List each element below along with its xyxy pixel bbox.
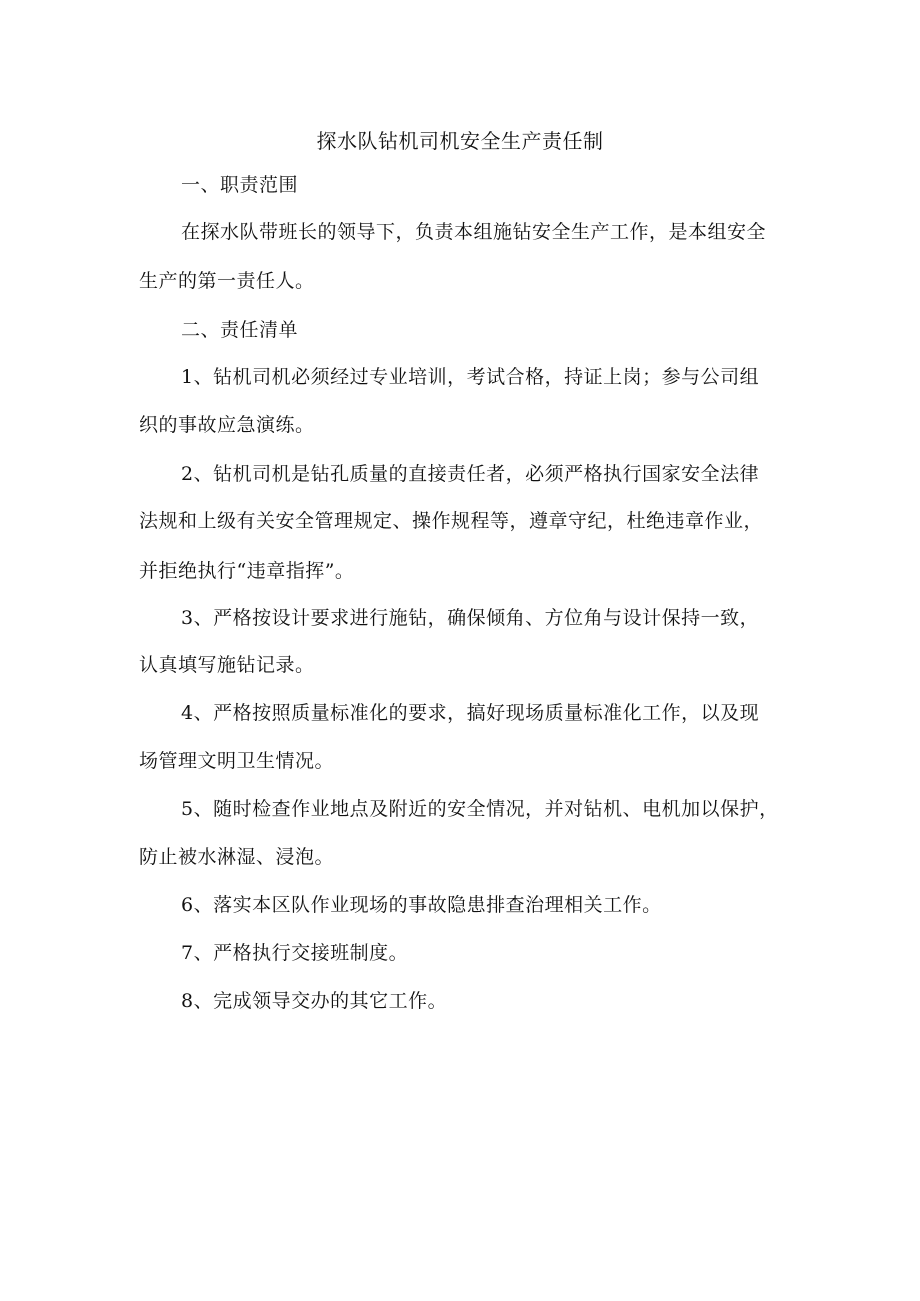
list-item-8-line-1: 8、完成领导交办的其它工作。 bbox=[181, 990, 448, 1012]
section-heading-scope: 一、职责范围 bbox=[181, 174, 299, 196]
list-item-4-line-1: 4、严格按照质量标准化的要求，搞好现场质量标准化工作，以及现 bbox=[181, 702, 760, 724]
scope-text-line-1: 在探水队带班长的领导下，负责本组施钻安全生产工作，是本组安全 bbox=[181, 221, 767, 243]
list-item-3-line-2: 认真填写施钻记录。 bbox=[139, 654, 315, 676]
scope-text-line-2: 生产的第一责任人。 bbox=[139, 270, 315, 292]
list-item-5-line-2: 防止被水淋湿、浸泡。 bbox=[139, 846, 335, 868]
list-item-3-line-1: 3、严格按设计要求进行施钻，确保倾角、方位角与设计保持一致， bbox=[181, 607, 760, 629]
section-heading-responsibilities: 二、责任清单 bbox=[181, 319, 299, 341]
list-item-2-line-1: 2、钻机司机是钻孔质量的直接责任者，必须严格执行国家安全法律 bbox=[181, 463, 760, 485]
list-item-1-line-2: 织的事故应急演练。 bbox=[139, 414, 315, 436]
list-item-7-line-1: 7、严格执行交接班制度。 bbox=[181, 942, 409, 964]
list-item-2-line-3: 并拒绝执行“违章指挥”。 bbox=[139, 560, 355, 582]
list-item-5-line-1: 5、随时检查作业地点及附近的安全情况，并对钻机、电机加以保护， bbox=[181, 798, 779, 820]
document-title: 探水队钻机司机安全生产责任制 bbox=[316, 129, 604, 153]
list-item-1-line-1: 1、钻机司机必须经过专业培训，考试合格，持证上岗；参与公司组 bbox=[181, 366, 760, 388]
list-item-2-line-2: 法规和上级有关安全管理规定、操作规程等，遵章守纪，杜绝违章作业， bbox=[139, 510, 764, 532]
list-item-4-line-2: 场管理文明卫生情况。 bbox=[139, 750, 335, 772]
list-item-6-line-1: 6、落实本区队作业现场的事故隐患排查治理相关工作。 bbox=[181, 894, 662, 916]
